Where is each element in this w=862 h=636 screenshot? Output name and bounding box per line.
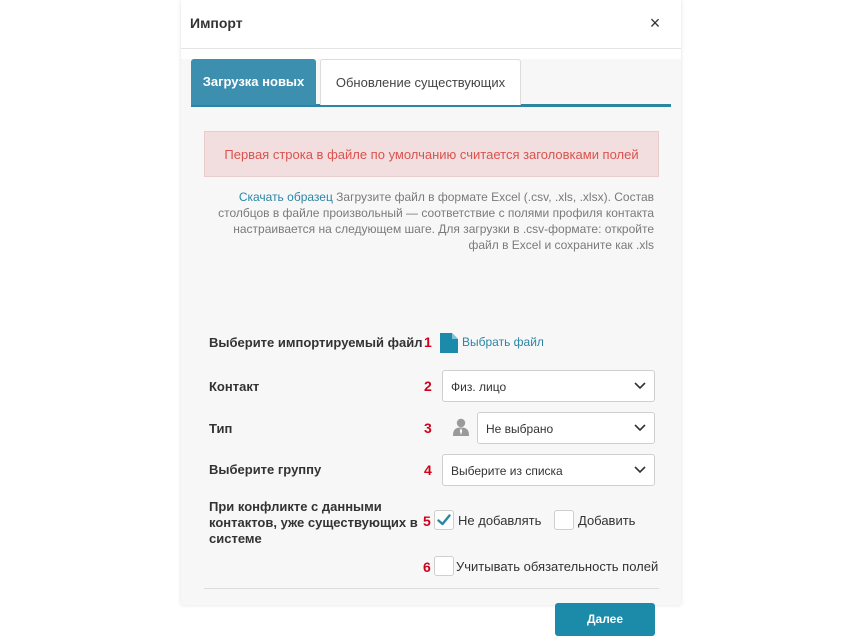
step-number-2: 2 — [424, 378, 432, 394]
chevron-down-icon — [634, 382, 646, 390]
step-number-1: 1 — [424, 334, 432, 350]
choose-file-link[interactable]: Выбрать файл — [462, 335, 544, 349]
dont-add-label: Не добавлять — [458, 513, 542, 528]
group-select[interactable] — [442, 454, 655, 486]
required-fields-checkbox[interactable] — [434, 556, 454, 576]
checkmark-icon — [437, 513, 451, 527]
step-number-3: 3 — [424, 420, 432, 436]
conflict-label — [209, 499, 418, 547]
group-label: Выберите группу — [209, 462, 322, 477]
step-number-4: 4 — [424, 462, 432, 478]
chevron-down-icon — [634, 466, 646, 474]
file-label: Выберите импортируемый файл — [209, 335, 423, 350]
type-label: Тип — [209, 421, 233, 436]
required-fields-label: Учитывать обязательность полей — [456, 559, 659, 574]
dialog-title: Импорт — [190, 15, 243, 31]
conflict-label-line-3: системе — [209, 531, 262, 546]
tabs — [191, 59, 671, 107]
contact-label: Контакт — [209, 379, 260, 394]
chevron-down-icon — [634, 424, 646, 432]
import-dialog — [181, 0, 681, 626]
tab-update-existing[interactable]: Обновление существующих — [320, 59, 521, 105]
tab-content — [194, 119, 670, 626]
dialog-header — [181, 0, 681, 49]
download-sample-link[interactable]: Скачать образец — [238, 190, 333, 204]
divider — [204, 588, 659, 589]
type-select-value: Не выбрано — [486, 422, 554, 436]
type-select[interactable] — [477, 412, 655, 444]
conflict-label-line-2: контактов, уже существующих в — [209, 515, 418, 530]
next-button[interactable]: Далее — [555, 603, 655, 636]
contact-select[interactable] — [442, 370, 655, 402]
dialog-body — [181, 59, 681, 626]
group-select-value: Выберите из списка — [451, 464, 563, 478]
warning-alert: Первая строка в файле по умолчанию считается заголовками полей — [204, 131, 659, 177]
add-label: Добавить — [578, 513, 636, 528]
close-button[interactable]: × — [649, 13, 661, 33]
step-number-5: 5 — [423, 513, 431, 529]
tab-upload-new[interactable]: Загрузка новых — [191, 59, 316, 105]
dont-add-checkbox[interactable] — [434, 510, 454, 530]
add-checkbox[interactable] — [554, 510, 574, 530]
step-number-6: 6 — [423, 559, 431, 575]
help-description: Загрузите файл в формате Excel (.csv, .xls, .xlsx). Состав столбцов в файле произвольный — соответствие с полями профиля контакта настраивается на следующем шаге. Для загрузки в .csv-формате: откройте файл в Excel и сохраните как .xls — [218, 190, 654, 252]
contact-select-value: Физ. лицо — [451, 380, 507, 394]
help-text — [214, 189, 654, 253]
conflict-label-line-1: При конфликте с данными — [209, 499, 382, 514]
file-icon[interactable] — [440, 333, 458, 353]
person-icon — [453, 418, 469, 436]
